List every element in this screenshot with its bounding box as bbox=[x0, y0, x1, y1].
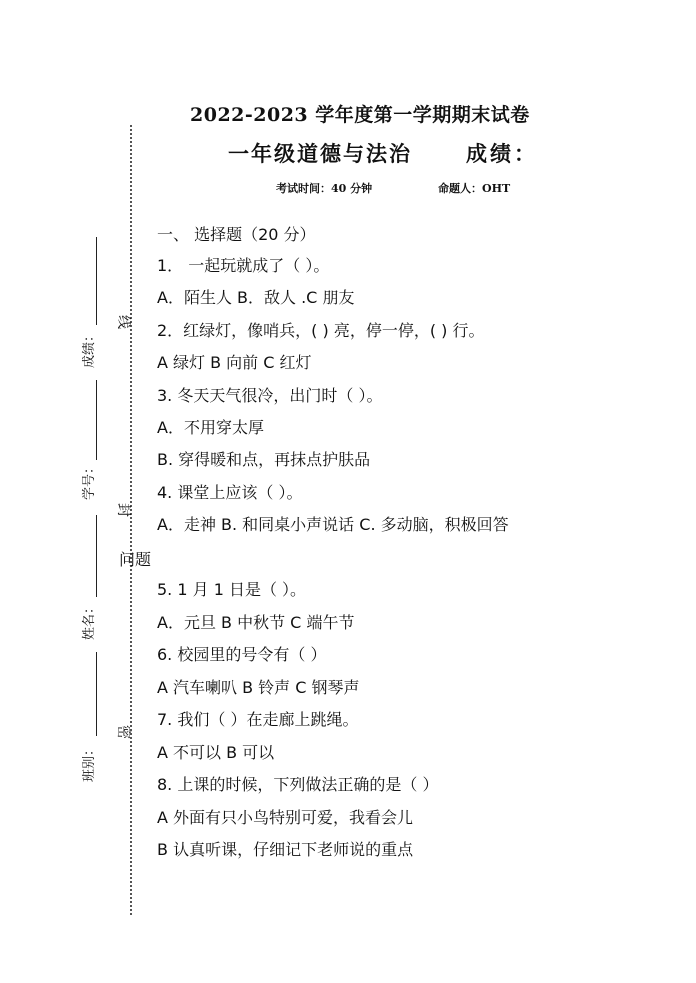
subject-title: 一年级道德与法治 bbox=[228, 141, 412, 166]
question-5-options: A．元旦 B 中秋节 C 端午节 bbox=[157, 613, 355, 632]
question-7: 7. 我们（ ）在走廊上跳绳。 bbox=[157, 710, 359, 729]
question-3: 3. 冬天天气很冷，出门时（ ）。 bbox=[157, 386, 383, 405]
question-3-option-a: A．不用穿太厚 bbox=[157, 418, 264, 437]
question-8-option-a: A 外面有只小鸟特别可爱，我看会儿 bbox=[157, 808, 414, 827]
seal-char-secret: 密 bbox=[115, 725, 131, 739]
question-4-options: A．走神 B. 和同桌小声说话 C. 多动脑，积极回答 bbox=[157, 515, 509, 534]
class-field-label: 班别： bbox=[82, 742, 97, 782]
question-1: 1． 一起玩就成了（ ）。 bbox=[157, 256, 330, 275]
question-3-option-b: B. 穿得暖和点，再抹点护肤品 bbox=[157, 450, 371, 469]
name-field-label: 姓名： bbox=[82, 600, 97, 640]
score-label: 成绩： bbox=[466, 141, 538, 166]
score-field-label: 成绩： bbox=[82, 328, 97, 368]
question-2: 2．红绿灯，像哨兵，( ) 亮，停一停，( ) 行。 bbox=[157, 321, 485, 340]
section-heading: 一、 选择题（20 分） bbox=[157, 225, 316, 244]
class-blank-line bbox=[96, 652, 97, 736]
question-5: 5. 1 月 1 日是（ ）。 bbox=[157, 580, 307, 599]
question-6-options: A 汽车喇叭 B 铃声 C 钢琴声 bbox=[157, 678, 360, 697]
seal-char-seal: 封 bbox=[115, 503, 131, 517]
name-blank-line bbox=[96, 515, 97, 597]
question-4-continuation: 问题 bbox=[119, 550, 152, 569]
question-7-options: A 不可以 B 可以 bbox=[157, 743, 275, 762]
student-id-field-label: 学号： bbox=[82, 460, 97, 500]
question-2-options: A 绿灯 B 向前 C 红灯 bbox=[157, 353, 312, 372]
exam-time: 考试时间：40 分钟 bbox=[276, 182, 373, 195]
binding-dotted-line bbox=[130, 125, 132, 915]
seal-char-line: 线 bbox=[115, 315, 131, 329]
question-4: 4. 课堂上应该（ ）。 bbox=[157, 483, 303, 502]
exam-title: 2022-2023 学年度第一学期期末试卷 bbox=[190, 104, 530, 126]
question-1-options: A．陌生人 B．敌人 .C 朋友 bbox=[157, 288, 355, 307]
score-blank-line bbox=[96, 237, 97, 325]
student-id-blank-line bbox=[96, 380, 97, 460]
exam-author: 命题人：OHT bbox=[438, 182, 511, 195]
question-6: 6. 校园里的号令有（ ） bbox=[157, 645, 327, 664]
question-8: 8. 上课的时候，下列做法正确的是（ ） bbox=[157, 775, 439, 794]
question-8-option-b: B 认真听课，仔细记下老师说的重点 bbox=[157, 840, 414, 859]
